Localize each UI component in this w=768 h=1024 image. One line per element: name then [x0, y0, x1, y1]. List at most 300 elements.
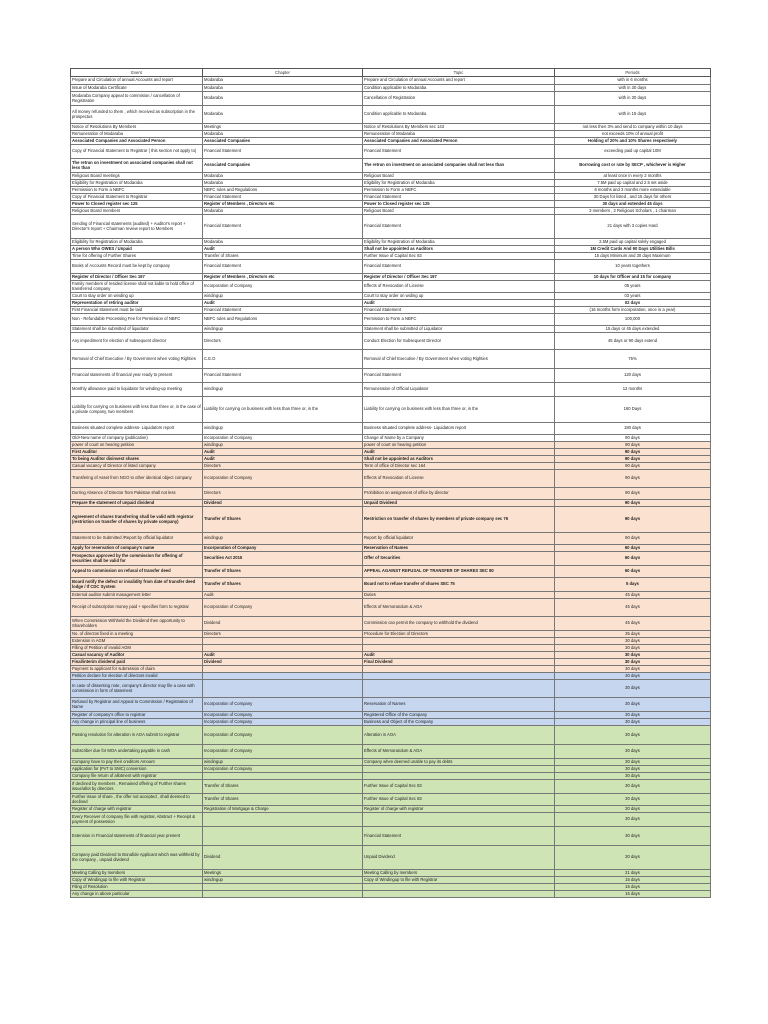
chapter-cell[interactable]: Financial Statement: [203, 215, 363, 239]
chapter-cell[interactable]: Directors: [203, 333, 363, 350]
periods-cell[interactable]: 30 days: [555, 806, 711, 813]
periods-cell[interactable]: with in 6 months: [555, 77, 711, 85]
event-cell[interactable]: Filing of Resolution: [71, 884, 203, 891]
periods-cell[interactable]: 45 days or 90 days extend: [555, 333, 711, 350]
event-cell[interactable]: Eligibility for Registration of Modaraba: [71, 180, 203, 187]
chapter-cell[interactable]: Dividend: [203, 500, 363, 507]
periods-cell[interactable]: not less then 3% and send to company within 10 days: [555, 124, 711, 131]
periods-cell[interactable]: 60 days: [555, 552, 711, 566]
periods-cell[interactable]: 90 days: [555, 456, 711, 463]
topic-cell[interactable]: Further Issue of Capital Sec 83: [363, 794, 555, 806]
topic-cell[interactable]: Shall not be appointed as Auditors: [363, 456, 555, 463]
chapter-cell[interactable]: Associated Companies: [203, 138, 363, 145]
chapter-cell[interactable]: [203, 666, 363, 673]
topic-cell[interactable]: Company when deemed unable to pay its debts: [363, 759, 555, 766]
topic-cell[interactable]: Financial Statement: [363, 827, 555, 846]
topic-cell[interactable]: Alteration in AOA: [363, 726, 555, 745]
event-cell[interactable]: Monthly allowance paid to liquidator for winding-up meeting: [71, 383, 203, 397]
topic-cell[interactable]: [363, 813, 555, 827]
periods-cell[interactable]: not exceeds 10% of annual profit: [555, 131, 711, 138]
chapter-cell[interactable]: Audit: [203, 246, 363, 253]
topic-cell[interactable]: Report by official liquidator: [363, 533, 555, 545]
header-periods[interactable]: Periods: [555, 69, 711, 77]
periods-cell[interactable]: 15 days Minimum and 30 days Maximum: [555, 253, 711, 260]
chapter-cell[interactable]: Securities Act 2015: [203, 552, 363, 566]
chapter-cell[interactable]: Directors: [203, 463, 363, 470]
topic-cell[interactable]: [363, 884, 555, 891]
chapter-cell[interactable]: Transfer of Shares: [203, 566, 363, 578]
event-cell[interactable]: A person Who OWES / Unpaid: [71, 246, 203, 253]
chapter-cell[interactable]: C.E.O: [203, 350, 363, 369]
event-cell[interactable]: Further issue of share , the offer not accepted , shall deemed to declined: [71, 794, 203, 806]
topic-cell[interactable]: Effects of Revocation of License: [363, 470, 555, 488]
periods-cell[interactable]: 90 days: [555, 507, 711, 533]
chapter-cell[interactable]: windingup: [203, 326, 363, 333]
chapter-cell[interactable]: Modaraba: [203, 131, 363, 138]
topic-cell[interactable]: Statement shall be submitted of Liquidator: [363, 326, 555, 333]
periods-cell[interactable]: 15 days or 45 days extended: [555, 326, 711, 333]
periods-cell[interactable]: 03 years: [555, 293, 711, 300]
topic-cell[interactable]: Term of office of Director sec 164: [363, 463, 555, 470]
event-cell[interactable]: Passing resolution for alteration in AOA submit to registrar: [71, 726, 203, 745]
chapter-cell[interactable]: Transfer of Shares: [203, 794, 363, 806]
topic-cell[interactable]: [363, 766, 555, 773]
periods-cell[interactable]: 30 days: [555, 780, 711, 794]
event-cell[interactable]: Business situated complete address- Liquidators report: [71, 423, 203, 435]
event-cell[interactable]: Time for offering of Further Shares: [71, 253, 203, 260]
periods-cell[interactable]: 30 days: [555, 759, 711, 766]
topic-cell[interactable]: [363, 891, 555, 898]
topic-cell[interactable]: [363, 638, 555, 645]
periods-cell[interactable]: at least once in every 2 months: [555, 173, 711, 180]
chapter-cell[interactable]: Incorporation of Company: [203, 545, 363, 552]
event-cell[interactable]: Extension in Financial statements of financial year present: [71, 827, 203, 846]
topic-cell[interactable]: Remuneration of Official Liquidator: [363, 383, 555, 397]
event-cell[interactable]: Non - Refundable Processing Fee for Permission of NBFC: [71, 314, 203, 326]
header-chapter[interactable]: Chapter: [203, 69, 363, 77]
chapter-cell[interactable]: Financial Statement: [203, 260, 363, 274]
event-cell[interactable]: Final/interim dividend paid: [71, 659, 203, 666]
chapter-cell[interactable]: windingup: [203, 423, 363, 435]
chapter-cell[interactable]: Audit: [203, 449, 363, 456]
periods-cell[interactable]: 90 days: [555, 470, 711, 488]
event-cell[interactable]: Refused by Registrar and Appeal to Commission / Registration of Name: [71, 698, 203, 712]
periods-cell[interactable]: 7.5M paid up capital and 2.5 set aside: [555, 180, 711, 187]
event-cell[interactable]: Power to Closed register sec 125: [71, 201, 203, 208]
topic-cell[interactable]: Copy of Windingup to file with Registrar: [363, 877, 555, 884]
event-cell[interactable]: Eligibility for Registration of Modaraba: [71, 239, 203, 246]
periods-cell[interactable]: 30 Days for listed , and 15 days for others: [555, 194, 711, 201]
topic-cell[interactable]: Remuneration of Modaraba: [363, 131, 555, 138]
topic-cell[interactable]: Eligibility for Registration of Modaraba: [363, 239, 555, 246]
event-cell[interactable]: Board notify the defect or invalidity from date of transfer deed lodge / If CDC System: [71, 578, 203, 592]
event-cell[interactable]: Statement to be Submitted /Report by official liquidator: [71, 533, 203, 545]
event-cell[interactable]: Copy of Financial Statement to Registrar: [71, 194, 203, 201]
chapter-cell[interactable]: Incorporation of Company: [203, 726, 363, 745]
periods-cell[interactable]: 6 months and 3 months more extendable: [555, 187, 711, 194]
topic-cell[interactable]: Prepare and Circulation of annual Accounts and report: [363, 77, 555, 85]
topic-cell[interactable]: Offer of Securities: [363, 552, 555, 566]
chapter-cell[interactable]: NBFC rules and Regulations: [203, 187, 363, 194]
periods-cell[interactable]: 1M Credit Cards And 90 Days Utilities Bills: [555, 246, 711, 253]
topic-cell[interactable]: [363, 773, 555, 780]
event-cell[interactable]: Permission to Form a NBFC: [71, 187, 203, 194]
periods-cell[interactable]: 30 days: [555, 659, 711, 666]
event-cell[interactable]: power of court on hearing petition: [71, 442, 203, 449]
periods-cell[interactable]: 45 days: [555, 592, 711, 599]
topic-cell[interactable]: Permission to Form a NBFC: [363, 314, 555, 326]
event-cell[interactable]: Filling of Petition of invalid AGM: [71, 645, 203, 652]
topic-cell[interactable]: [363, 645, 555, 652]
periods-cell[interactable]: 120 days: [555, 369, 711, 383]
event-cell[interactable]: Copy of Windingup to file with Registrar: [71, 877, 203, 884]
periods-cell[interactable]: 30 days: [555, 773, 711, 780]
chapter-cell[interactable]: Directors: [203, 631, 363, 638]
event-cell[interactable]: Remuneration of Modaraba: [71, 131, 203, 138]
chapter-cell[interactable]: Meetings: [203, 124, 363, 131]
event-cell[interactable]: Appeal to commission on refusal of transfer deed: [71, 566, 203, 578]
chapter-cell[interactable]: Incorporation of Company: [203, 719, 363, 726]
periods-cell[interactable]: 30 days: [555, 638, 711, 645]
topic-cell[interactable]: [363, 673, 555, 680]
chapter-cell[interactable]: Incorporation of Company: [203, 470, 363, 488]
periods-cell[interactable]: 180 days: [555, 423, 711, 435]
periods-cell[interactable]: 90 days: [555, 488, 711, 500]
chapter-cell[interactable]: Modaraba: [203, 180, 363, 187]
topic-cell[interactable]: Registered Office of the Company: [363, 712, 555, 719]
event-cell[interactable]: Associated Companies and Associated Person: [71, 138, 203, 145]
event-cell[interactable]: First Financial Statement must be laid: [71, 307, 203, 314]
event-cell[interactable]: In case of dissenting note, company's director may file a case with commission in form of statement: [71, 680, 203, 698]
event-cell[interactable]: Representation of retiring auditor: [71, 300, 203, 307]
event-cell[interactable]: Copy of Financial Statement to Registrar ( this section not apply to): [71, 145, 203, 159]
event-cell[interactable]: Agreement of shares transferring shall be valid with registrar (restriction on transfer of shares by private company): [71, 507, 203, 533]
topic-cell[interactable]: Associated Companies and Associated Person: [363, 138, 555, 145]
periods-cell[interactable]: (16 months form incorporation, once in a year): [555, 307, 711, 314]
chapter-cell[interactable]: windingup: [203, 383, 363, 397]
event-cell[interactable]: If declined by members , Remained offering of Further shares issue/allot by directors: [71, 780, 203, 794]
periods-cell[interactable]: 15 days: [555, 891, 711, 898]
event-cell[interactable]: Notice of Resolutions By Members: [71, 124, 203, 131]
event-cell[interactable]: All money refunded to them , which received as subscription in the prospectus: [71, 106, 203, 124]
periods-cell[interactable]: 30 days: [555, 745, 711, 759]
chapter-cell[interactable]: [203, 773, 363, 780]
periods-cell[interactable]: 30 days: [555, 673, 711, 680]
periods-cell[interactable]: 30 days: [555, 698, 711, 712]
event-cell[interactable]: The retrun on investment on associated companies shall not less than: [71, 159, 203, 173]
topic-cell[interactable]: Register of Director / Officer Sec 197: [363, 274, 555, 281]
chapter-cell[interactable]: Liability for carrying on business with less than three or, in the: [203, 397, 363, 423]
periods-cell[interactable]: 60 days: [555, 533, 711, 545]
topic-cell[interactable]: The retrun on investment on associated companies shall not less than: [363, 159, 555, 173]
event-cell[interactable]: Prepare and Circulation of annual Accounts and report: [71, 77, 203, 85]
topic-cell[interactable]: Final Dividend: [363, 659, 555, 666]
chapter-cell[interactable]: Dividend: [203, 659, 363, 666]
event-cell[interactable]: Casual vacancy of Auditor: [71, 652, 203, 659]
event-cell[interactable]: Old+New name of company (publication): [71, 435, 203, 442]
event-cell[interactable]: Apply for reservation of company's name: [71, 545, 203, 552]
periods-cell[interactable]: 30 days: [555, 846, 711, 870]
event-cell[interactable]: External auditor submit management letter: [71, 592, 203, 599]
periods-cell[interactable]: 30 days: [555, 652, 711, 659]
topic-cell[interactable]: Meeting Calling by members: [363, 870, 555, 877]
periods-cell[interactable]: 30 days: [555, 726, 711, 745]
chapter-cell[interactable]: Registration of Mortgage & Charge: [203, 806, 363, 813]
event-cell[interactable]: Books of Accounts Record must be kept by company: [71, 260, 203, 274]
topic-cell[interactable]: Further Issue of Capital Sec 83: [363, 253, 555, 260]
chapter-cell[interactable]: Register of Members , Directors etc: [203, 201, 363, 208]
topic-cell[interactable]: Religious Board: [363, 173, 555, 180]
periods-cell[interactable]: 90 days: [555, 442, 711, 449]
periods-cell[interactable]: 90 days: [555, 435, 711, 442]
chapter-cell[interactable]: Transfer of Shares: [203, 507, 363, 533]
header-event[interactable]: Event: [71, 69, 203, 77]
event-cell[interactable]: Register of charge with registrar: [71, 806, 203, 813]
chapter-cell[interactable]: [203, 884, 363, 891]
chapter-cell[interactable]: Audit: [203, 592, 363, 599]
topic-cell[interactable]: Reservation of Names: [363, 698, 555, 712]
periods-cell[interactable]: 12 months: [555, 383, 711, 397]
event-cell[interactable]: Payment to applicant for submission of claim: [71, 666, 203, 673]
chapter-cell[interactable]: Modaraba: [203, 92, 363, 106]
topic-cell[interactable]: Reservation of Names: [363, 545, 555, 552]
periods-cell[interactable]: 30 days: [555, 712, 711, 719]
periods-cell[interactable]: 30 days: [555, 666, 711, 673]
event-cell[interactable]: Any change in above particular: [71, 891, 203, 898]
chapter-cell[interactable]: Modaraba: [203, 173, 363, 180]
event-cell[interactable]: Religious Board meetings: [71, 173, 203, 180]
topic-cell[interactable]: Removal of Chief Executive / By Government when voting Righties: [363, 350, 555, 369]
topic-cell[interactable]: Audit: [363, 449, 555, 456]
topic-cell[interactable]: Effects of Revocation of License: [363, 281, 555, 293]
topic-cell[interactable]: Prohibition on assignment of office by director: [363, 488, 555, 500]
periods-cell[interactable]: 35 days: [555, 631, 711, 638]
chapter-cell[interactable]: Transfer of Shares: [203, 253, 363, 260]
topic-cell[interactable]: Business and Object of the Company: [363, 719, 555, 726]
topic-cell[interactable]: Unpaid Dividend: [363, 846, 555, 870]
periods-cell[interactable]: 2.5M paid up capital solely engaged: [555, 239, 711, 246]
topic-cell[interactable]: Change of Name by a Company: [363, 435, 555, 442]
chapter-cell[interactable]: windingup: [203, 442, 363, 449]
periods-cell[interactable]: 02 days: [555, 300, 711, 307]
periods-cell[interactable]: 5 days: [555, 578, 711, 592]
periods-cell[interactable]: 10 days for Officer and 15 for company: [555, 274, 711, 281]
chapter-cell[interactable]: Meetings: [203, 870, 363, 877]
topic-cell[interactable]: Condition applicable to Modaraba: [363, 106, 555, 124]
periods-cell[interactable]: 3 members , 2 Religious Scholars , 1 chairman: [555, 208, 711, 215]
periods-cell[interactable]: 60 days: [555, 566, 711, 578]
periods-cell[interactable]: with in 30 days: [555, 85, 711, 92]
topic-cell[interactable]: [363, 680, 555, 698]
topic-cell[interactable]: Financial Statement: [363, 215, 555, 239]
event-cell[interactable]: Prepare the statement of unpaid dividend: [71, 500, 203, 507]
event-cell[interactable]: Financial statements of financial year ready to present: [71, 369, 203, 383]
chapter-cell[interactable]: NBFC rules and Regulations: [203, 314, 363, 326]
chapter-cell[interactable]: Directors: [203, 488, 363, 500]
event-cell[interactable]: Family members of resided license shall not liable to hold office of transferred company: [71, 281, 203, 293]
chapter-cell[interactable]: Incorporation of Company: [203, 698, 363, 712]
topic-cell[interactable]: Register of charge with registrar: [363, 806, 555, 813]
periods-cell[interactable]: 90 days: [555, 500, 711, 507]
chapter-cell[interactable]: Incorporation of Company: [203, 745, 363, 759]
event-cell[interactable]: Register of company's office to registrar: [71, 712, 203, 719]
topic-cell[interactable]: Cancellation of Registration: [363, 92, 555, 106]
event-cell[interactable]: Issue of Modaraba Certificate: [71, 85, 203, 92]
chapter-cell[interactable]: Audit: [203, 456, 363, 463]
topic-cell[interactable]: Restriction on transfer of shares by members of private company sec 76: [363, 507, 555, 533]
periods-cell[interactable]: 05 years: [555, 281, 711, 293]
periods-cell[interactable]: 10 years togethers: [555, 260, 711, 274]
topic-cell[interactable]: Notice of Resolutions By Members sec 143: [363, 124, 555, 131]
periods-cell[interactable]: with in 30 days: [555, 92, 711, 106]
topic-cell[interactable]: [363, 666, 555, 673]
topic-cell[interactable]: Financial Statement: [363, 260, 555, 274]
periods-cell[interactable]: 60 days: [555, 545, 711, 552]
topic-cell[interactable]: Effects of Memorandum & AOA: [363, 599, 555, 617]
event-cell[interactable]: Modaraba Company appeal to commision / cancellation of Registration: [71, 92, 203, 106]
chapter-cell[interactable]: windingup: [203, 877, 363, 884]
periods-cell[interactable]: 30 days: [555, 680, 711, 698]
periods-cell[interactable]: 21 days: [555, 870, 711, 877]
event-cell[interactable]: No. of directos fixed in a meeting: [71, 631, 203, 638]
topic-cell[interactable]: Court to stay order on widing up: [363, 293, 555, 300]
chapter-cell[interactable]: Register of Members , Directors etc: [203, 274, 363, 281]
periods-cell[interactable]: 30 days: [555, 813, 711, 827]
periods-cell[interactable]: with in 15 days: [555, 106, 711, 124]
event-cell[interactable]: Any change in principal line of business: [71, 719, 203, 726]
chapter-cell[interactable]: Dividend: [203, 846, 363, 870]
topic-cell[interactable]: Financial Statement: [363, 369, 555, 383]
periods-cell[interactable]: 30 days: [555, 766, 711, 773]
event-cell[interactable]: Petition declare for election of directors invalid: [71, 673, 203, 680]
topic-cell[interactable]: Procedure for Election of Directors: [363, 631, 555, 638]
event-cell[interactable]: Prospectus approved by the commission for offering of securities shall be valid for: [71, 552, 203, 566]
chapter-cell[interactable]: windingup: [203, 293, 363, 300]
topic-cell[interactable]: Power to Closed register sec 125: [363, 201, 555, 208]
periods-cell[interactable]: 15 days: [555, 877, 711, 884]
event-cell[interactable]: Company file return of allotment with registrar: [71, 773, 203, 780]
chapter-cell[interactable]: windingup: [203, 533, 363, 545]
topic-cell[interactable]: Eligibility for Registration of Modaraba: [363, 180, 555, 187]
chapter-cell[interactable]: Incorporation of Company: [203, 766, 363, 773]
periods-cell[interactable]: Holding of 20% and 10% Shares respectively: [555, 138, 711, 145]
topic-cell[interactable]: Condition applicable to Modaraba: [363, 85, 555, 92]
event-cell[interactable]: Subscriber due for MOA undertaking payable in cash: [71, 745, 203, 759]
event-cell[interactable]: Removal of Chief Executive / By Government when voting Righties: [71, 350, 203, 369]
topic-cell[interactable]: Financial Statement: [363, 145, 555, 159]
topic-cell[interactable]: Unpaid Dividend: [363, 500, 555, 507]
chapter-cell[interactable]: Transfer of Shares: [203, 578, 363, 592]
event-cell[interactable]: Register of Director / Officer Sec 197: [71, 274, 203, 281]
topic-cell[interactable]: Religious Board: [363, 208, 555, 215]
event-cell[interactable]: Every Receiver of company file with registrar, Abstract + Receipt & payment of possession: [71, 813, 203, 827]
event-cell[interactable]: Application for (PvT to SMC) conversion: [71, 766, 203, 773]
topic-cell[interactable]: Board not to refuse transfer of shares SEC 75: [363, 578, 555, 592]
event-cell[interactable]: Company paid Dividend to Bonafide Applicant which was withheld by the company , unpaid dividend: [71, 846, 203, 870]
chapter-cell[interactable]: Incorporation of Company: [203, 435, 363, 442]
chapter-cell[interactable]: Associated Companies: [203, 159, 363, 173]
periods-cell[interactable]: exceeding paid up capital 10M: [555, 145, 711, 159]
periods-cell[interactable]: 90 days: [555, 463, 711, 470]
chapter-cell[interactable]: Audit: [203, 300, 363, 307]
periods-cell[interactable]: 30 days: [555, 645, 711, 652]
topic-cell[interactable]: Shall not be appointed as Auditors: [363, 246, 555, 253]
event-cell[interactable]: Transfering of Asset from NGO to other identical object company: [71, 470, 203, 488]
event-cell[interactable]: Religious Board members: [71, 208, 203, 215]
chapter-cell[interactable]: Modaraba: [203, 106, 363, 124]
periods-cell[interactable]: Borrowing cost or rate by SECP , whichever is Higher: [555, 159, 711, 173]
event-cell[interactable]: Statement shall be submitted of liquidator: [71, 326, 203, 333]
topic-cell[interactable]: Liability for carrying on business with less than three or, in the: [363, 397, 555, 423]
chapter-cell[interactable]: Financial Statement: [203, 145, 363, 159]
event-cell[interactable]: Company have to pay their creditors Amount: [71, 759, 203, 766]
periods-cell[interactable]: 45 days: [555, 617, 711, 631]
chapter-cell[interactable]: Financial Statement: [203, 307, 363, 314]
chapter-cell[interactable]: Modaraba: [203, 208, 363, 215]
periods-cell[interactable]: 45 days: [555, 599, 711, 617]
topic-cell[interactable]: Further Issue of Capital Sec 83: [363, 780, 555, 794]
periods-cell[interactable]: 30 days and extended 45 days: [555, 201, 711, 208]
topic-cell[interactable]: Financial Statement: [363, 307, 555, 314]
topic-cell[interactable]: Permission to Form a NBFC: [363, 187, 555, 194]
chapter-cell[interactable]: Modaraba: [203, 77, 363, 85]
event-cell[interactable]: When Commission Withheld the Dividend then opportunity to Shareholders: [71, 617, 203, 631]
chapter-cell[interactable]: [203, 645, 363, 652]
topic-cell[interactable]: Duties: [363, 592, 555, 599]
chapter-cell[interactable]: [203, 891, 363, 898]
chapter-cell[interactable]: Audit: [203, 652, 363, 659]
chapter-cell[interactable]: [203, 827, 363, 846]
chapter-cell[interactable]: Dividend: [203, 617, 363, 631]
periods-cell[interactable]: 30 days: [555, 794, 711, 806]
chapter-cell[interactable]: Transfer of Shares: [203, 780, 363, 794]
chapter-cell[interactable]: Incorporation of Company: [203, 281, 363, 293]
periods-cell[interactable]: 15 days: [555, 884, 711, 891]
topic-cell[interactable]: Audit: [363, 300, 555, 307]
event-cell[interactable]: Receipt of subscription money paid + specifies form to registrar: [71, 599, 203, 617]
event-cell[interactable]: Liability for carrying on business with less than three or, in the case of a private company, two members: [71, 397, 203, 423]
event-cell[interactable]: Court to stay order on winding up: [71, 293, 203, 300]
chapter-cell[interactable]: [203, 673, 363, 680]
topic-cell[interactable]: Financial Statement: [363, 194, 555, 201]
event-cell[interactable]: Meeting Calling by members: [71, 870, 203, 877]
event-cell[interactable]: Sending of Financial statements (audited) + Auditor's report + Director's report + Chairman review report to Members: [71, 215, 203, 239]
topic-cell[interactable]: Audit: [363, 652, 555, 659]
chapter-cell[interactable]: Incorporation of Company: [203, 599, 363, 617]
event-cell[interactable]: First Auditor: [71, 449, 203, 456]
periods-cell[interactable]: 75%: [555, 350, 711, 369]
event-cell[interactable]: To being Auditor disinvest shares: [71, 456, 203, 463]
chapter-cell[interactable]: Financial Statement: [203, 369, 363, 383]
event-cell[interactable]: Any impediment for election of subsequent director: [71, 333, 203, 350]
event-cell[interactable]: Durring Absence of Director from Pakistan shall not less: [71, 488, 203, 500]
chapter-cell[interactable]: windingup: [203, 759, 363, 766]
periods-cell[interactable]: 21 days with 3 copies Hard: [555, 215, 711, 239]
periods-cell[interactable]: 30 days: [555, 827, 711, 846]
chapter-cell[interactable]: Incorporation of Company: [203, 712, 363, 719]
topic-cell[interactable]: APPEAL AGAINST REFUSAL OF TRANSFER OF SHARES SEC 80: [363, 566, 555, 578]
chapter-cell[interactable]: Modaraba: [203, 239, 363, 246]
periods-cell[interactable]: 160 Days: [555, 397, 711, 423]
topic-cell[interactable]: Effects of Memorandum & AOA: [363, 745, 555, 759]
topic-cell[interactable]: power of court on hearing petition: [363, 442, 555, 449]
topic-cell[interactable]: Conduct Election for Subsequent Director: [363, 333, 555, 350]
event-cell[interactable]: Casual vacancy of Director of listed company: [71, 463, 203, 470]
topic-cell[interactable]: Business situated complete address- Liquidators report: [363, 423, 555, 435]
chapter-cell[interactable]: Modaraba: [203, 85, 363, 92]
chapter-cell[interactable]: Financial Statement: [203, 194, 363, 201]
periods-cell[interactable]: 30 days: [555, 719, 711, 726]
